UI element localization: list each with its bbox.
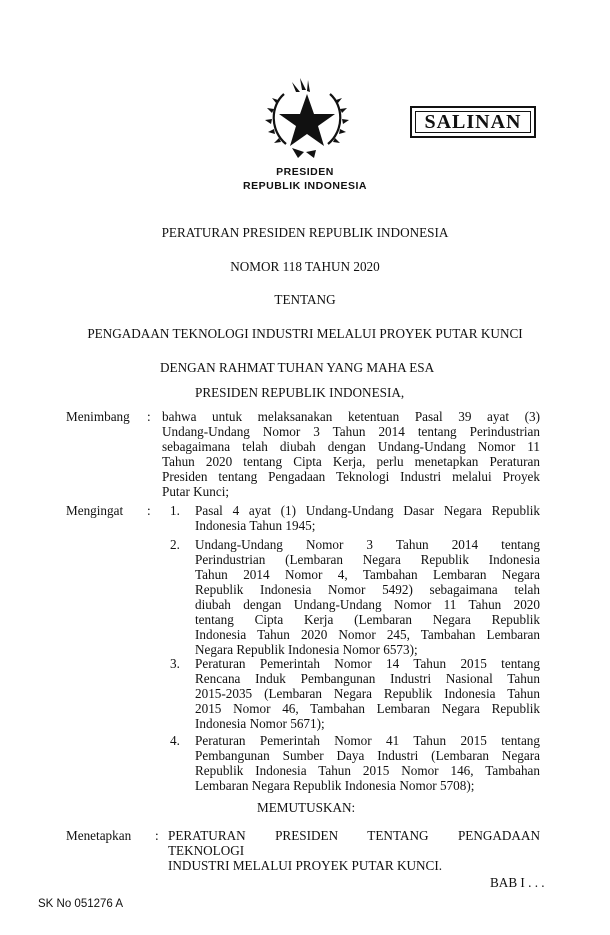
menimbang-colon: : [147, 409, 151, 424]
mengingat-item-num: 2. [170, 537, 180, 552]
mengingat-item: Pasal 4 ayat (1) Undang-Undang Dasar Negara Republik Indonesia Tahun 1945; [195, 503, 540, 533]
memutuskan-heading: MEMUTUSKAN: [257, 800, 356, 815]
presiden-line: PRESIDEN REPUBLIK INDONESIA, [195, 385, 405, 400]
mengingat-item-num: 3. [170, 656, 180, 671]
title-subject: PENGADAAN TEKNOLOGI INDUSTRI MELALUI PROYEK PUTAR KUNCI [87, 326, 523, 341]
title-peraturan: PERATURAN PRESIDEN REPUBLIK INDONESIA [161, 225, 449, 240]
header-republik: REPUBLIK INDONESIA [243, 180, 367, 192]
title-tentang: TENTANG [274, 292, 336, 307]
mengingat-item: Peraturan Pemerintah Nomor 14 Tahun 2015 tentang Rencana Induk Pembangunan Industri Nasional Tahun 2015-2035 (Lembaran Negara Republik Indonesia Tahun 2015 Nomor 46, Tambahan Lembaran Negara Republik Indonesia Nomor 5671); [195, 656, 540, 731]
mengingat-item-num: 1. [170, 503, 180, 518]
salinan-text: SALINAN [424, 110, 522, 133]
menimbang-text: bahwa untuk melaksanakan ketentuan Pasal 39 ayat (3) Undang-Undang Nomor 3 Tahun 2014 tentang Perindustrian sebagaimana telah diubah dengan Undang-Undang Nomor 11 Tahun 2020 tentang Cipta Kerja, perlu menetapkan Peraturan Presiden tentang Pengadaan Teknologi Industri melalui Proyek Putar Kunci; [162, 409, 540, 499]
menetapkan-text: PERATURAN PRESIDEN TENTANG PENGADAAN TEKNOLOGI INDUSTRI MELALUI PROYEK PUTAR KUNCI. [168, 828, 540, 873]
mengingat-colon: : [147, 503, 151, 518]
mengingat-item: Peraturan Pemerintah Nomor 41 Tahun 2015 tentang Pembangunan Sumber Daya Industri (Lembaran Negara Republik Indonesia Tahun 2015 Nomor 146, Tambahan Lembaran Negara Republik Indonesia Nomor 5708); [195, 733, 540, 793]
mengingat-item-num: 4. [170, 733, 180, 748]
menetapkan-label: Menetapkan [66, 828, 132, 843]
garuda-emblem-icon [262, 76, 352, 162]
mengingat-label: Mengingat [66, 503, 124, 518]
header-presiden: PRESIDEN [276, 166, 334, 178]
mengingat-item: Undang-Undang Nomor 3 Tahun 2014 tentang Perindustrian (Lembaran Negara Republik Indonesia Tahun 2014 Nomor 4, Tambahan Lembaran Negara Republik Indonesia Nomor 5492) sebagaimana telah diubah dengan Undang-Undang Nomor 11 Tahun 2020 tentang Cipta Kerja (Lembaran Negara Republik Indonesia Tahun 2020 Nomor 245, Tambahan Lembaran Negara Republik Indonesia Nomor 6573); [195, 537, 540, 657]
title-nomor: NOMOR 118 TAHUN 2020 [230, 259, 380, 274]
menimbang-label: Menimbang [66, 409, 130, 424]
rahmat-line: DENGAN RAHMAT TUHAN YANG MAHA ESA [160, 360, 435, 375]
salinan-stamp [410, 106, 536, 138]
next-page-indicator: BAB I . . . [490, 875, 545, 890]
menetapkan-colon: : [155, 828, 159, 843]
footer-code: SK No 051276 A [38, 898, 124, 910]
